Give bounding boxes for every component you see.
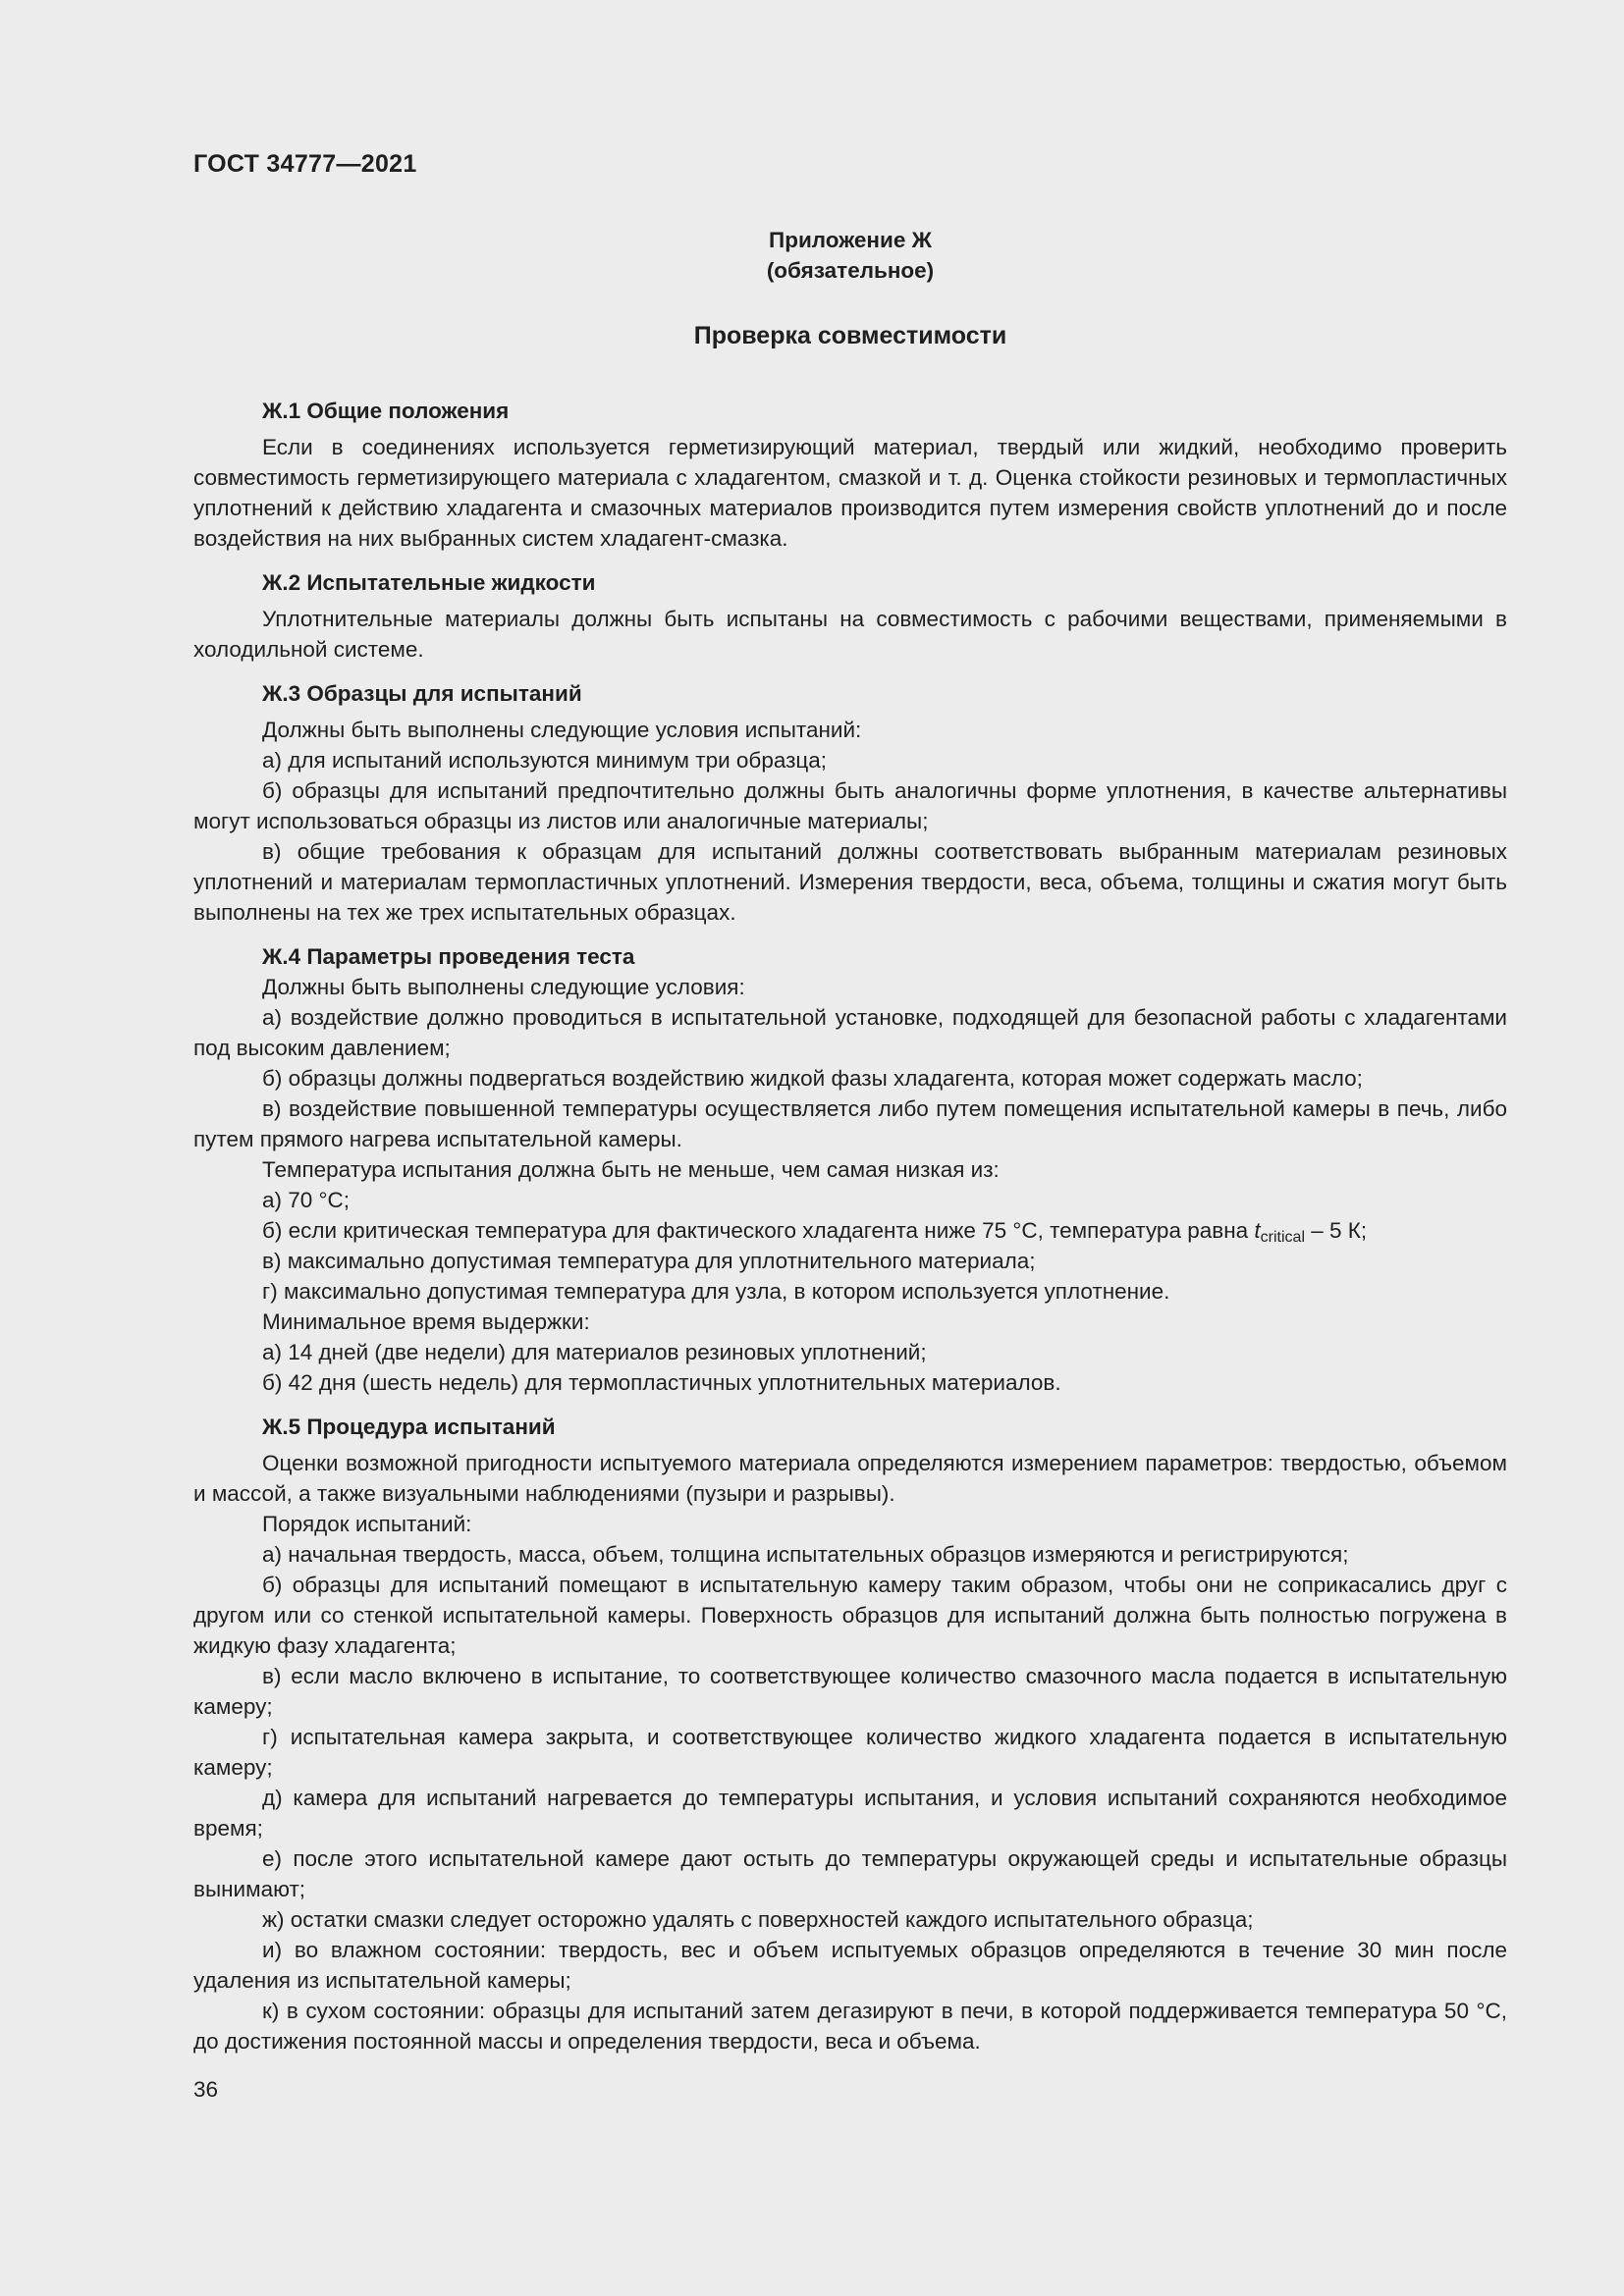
list-item: а) 70 °С; — [262, 1188, 351, 1212]
list-item: а) для испытаний используются минимум три образца; — [262, 748, 828, 773]
paragraph: Должны быть выполнены следующие условия испытаний: — [262, 718, 862, 742]
paragraph: Уплотнительные материалы должны быть испытаны на совместимость с рабочими веществами, применяемыми в холодильной системе. — [193, 607, 1507, 662]
section-heading-5: Ж.5 Процедура испытаний — [262, 1415, 556, 1439]
document-page — [193, 0, 1507, 2296]
list-item-text: – 5 К; — [1305, 1218, 1368, 1243]
list-item: а) начальная твердость, масса, объем, толщина испытательных образцов измеряются и регистрируются; — [262, 1542, 1349, 1567]
document-id: ГОСТ 34777—2021 — [193, 150, 417, 178]
list-item: к) в сухом состоянии: образцы для испытаний затем дегазируют в печи, в которой поддерживается температура 50 °С, до достижения постоянной массы и определения твердости, веса и объема. — [193, 1999, 1507, 2054]
document-body — [193, 396, 1507, 2056]
paragraph: Порядок испытаний: — [262, 1512, 472, 1536]
paragraph: Минимальное время выдержки: — [262, 1309, 590, 1334]
list-item: в) воздействие повышенной температуры осуществляется либо путем помещения испытательной камеры в печь, либо путем прямого нагрева испытательной камеры. — [193, 1096, 1507, 1151]
formula-subscript: critical — [1260, 1229, 1305, 1246]
list-item: в) общие требования к образцам для испытаний должны соответствовать выбранным материалам резиновых уплотнений и материалам термопластичных уплотнений. Измерения твердости, веса, объема, толщины и сжатия могут быть выполнены на тех же трех испытательных образцах. — [193, 839, 1507, 925]
list-item: е) после этого испытательной камере дают остыть до температуры окружающей среды и испытательные образцы вынимают; — [193, 1846, 1507, 1901]
list-item: г) максимально допустимая температура для узла, в котором используется уплотнение. — [262, 1279, 1170, 1304]
section-heading-3: Ж.3 Образцы для испытаний — [262, 681, 582, 706]
list-item: г) испытательная камера закрыта, и соответствующее количество жидкого хладагента подается в испытательную камеру; — [193, 1725, 1507, 1780]
paragraph: Если в соединениях используется герметизирующий материал, твердый или жидкий, необходимо проверить совместимость герметизирующего материала с хладагентом, смазкой и т. д. Оценка стойкости резиновых и термопластичных уплотнений к действию хладагента и смазочных материалов производится путем измерения свойств уплотнений до и после воздействия на них выбранных систем хладагент-смазка. — [193, 435, 1507, 551]
paragraph: Оценки возможной пригодности испытуемого материала определяются измерением параметров: твердостью, объемом и массой, а также визуальными наблюдениями (пузыри и разрывы). — [193, 1451, 1507, 1506]
section-heading-2: Ж.2 Испытательные жидкости — [262, 570, 596, 595]
list-item: в) максимально допустимая температура для уплотнительного материала; — [262, 1249, 1036, 1273]
annex-status: (обязательное) — [766, 258, 935, 283]
paragraph: Должны быть выполнены следующие условия: — [262, 975, 745, 999]
annex-title: Проверка совместимости — [693, 322, 1007, 349]
list-item: в) если масло включено в испытание, то соответствующее количество смазочного масла подается в испытательную камеру; — [193, 1664, 1507, 1719]
list-item: б) 42 дня (шесть недель) для термопластичных уплотнительных материалов. — [262, 1370, 1061, 1395]
list-item: ж) остатки смазки следует осторожно удалять с поверхностей каждого испытательного образца; — [262, 1907, 1254, 1932]
annex-label: Приложение Ж — [769, 228, 932, 252]
list-item: б) образцы для испытаний помещают в испытательную камеру таким образом, чтобы они не соприкасались друг с другом или со стенкой испытательной камеры. Поверхность образцов для испытаний должна быть полностью погружена в жидкую фазу хладагента; — [193, 1573, 1507, 1658]
section-heading-1: Ж.1 Общие положения — [262, 399, 510, 423]
list-item-text: б) если критическая температура для фактического хладагента ниже 75 °С, температура равна — [262, 1218, 1255, 1243]
list-item: б) образцы должны подвергаться воздействию жидкой фазы хладагента, которая может содержать масло; — [262, 1066, 1363, 1091]
list-item: а) воздействие должно проводиться в испытательной установке, подходящей для безопасной работы с хладагентами под высоким давлением; — [193, 1005, 1507, 1060]
list-item: и) во влажном состоянии: твердость, вес и объем испытуемых образцов определяются в течение 30 мин после удаления из испытательной камеры; — [193, 1938, 1507, 1993]
formula-variable: t — [1254, 1218, 1261, 1243]
page-number: 36 — [193, 2077, 219, 2102]
list-item: д) камера для испытаний нагревается до температуры испытания, и условия испытаний сохраняются необходимое время; — [193, 1786, 1507, 1841]
section-heading-4: Ж.4 Параметры проведения теста — [262, 944, 635, 969]
list-item: а) 14 дней (две недели) для материалов резиновых уплотнений; — [262, 1340, 927, 1364]
list-item — [193, 1215, 1507, 1246]
annex-heading — [193, 225, 1507, 286]
paragraph: Температура испытания должна быть не меньше, чем самая низкая из: — [262, 1157, 1000, 1182]
list-item: б) образцы для испытаний предпочтительно должны быть аналогичны форме уплотнения, в качестве альтернативы могут использоваться образцы из листов или аналогичные материалы; — [193, 778, 1507, 833]
